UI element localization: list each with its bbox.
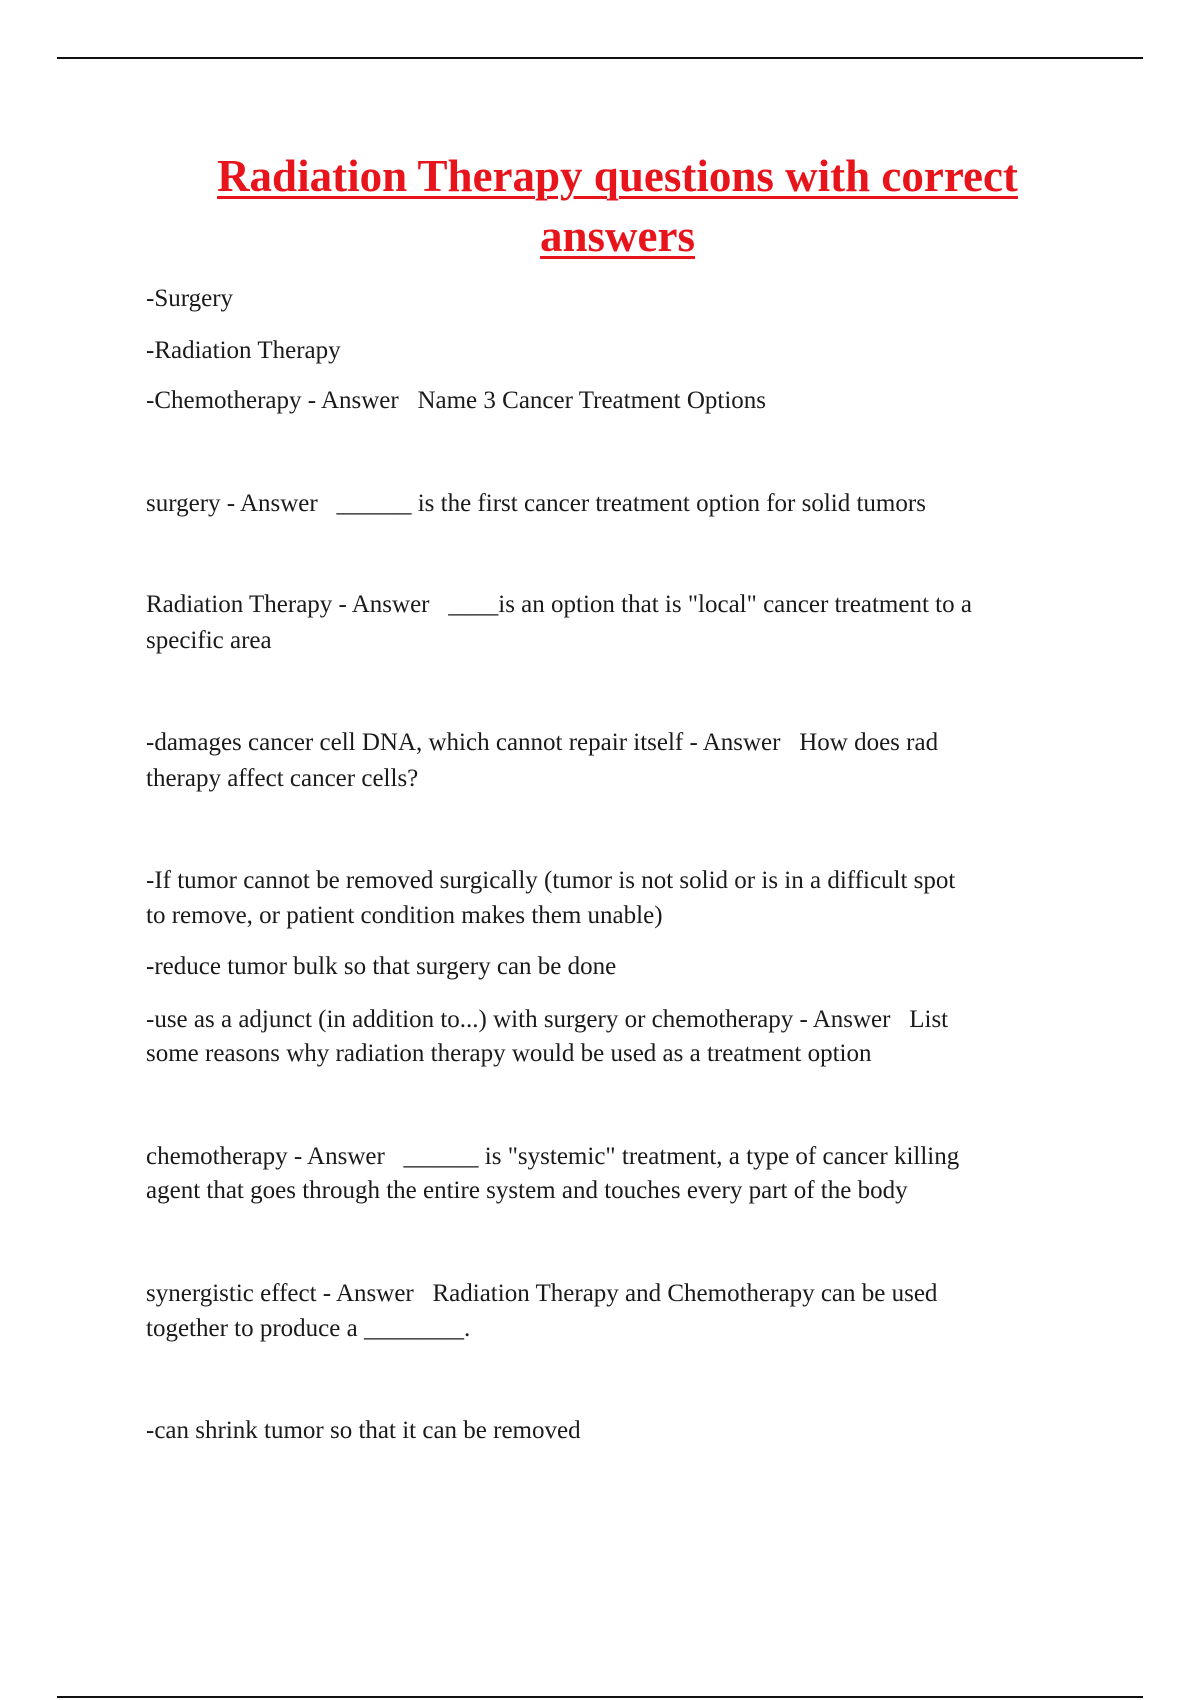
page-title-line-1: Radiation Therapy questions with correct bbox=[217, 151, 1018, 201]
page-title bbox=[130, 146, 1105, 266]
text-line: -use as a adjunct (in addition to...) with surgery or chemotherapy - Answer List bbox=[146, 1006, 949, 1033]
text-line: chemotherapy - Answer ______ is "systemic" treatment, a type of cancer killing bbox=[146, 1143, 960, 1170]
header-rule bbox=[57, 57, 1143, 59]
text-line: synergistic effect - Answer Radiation Therapy and Chemotherapy can be used bbox=[146, 1280, 938, 1307]
text-line: -Chemotherapy - Answer Name 3 Cancer Treatment Options bbox=[146, 387, 767, 414]
page-title-line-2: answers bbox=[540, 211, 695, 261]
text-line: agent that goes through the entire system and touches every part of the body bbox=[146, 1177, 908, 1204]
text-line: Radiation Therapy - Answer ____is an option that is "local" cancer treatment to a bbox=[146, 591, 972, 618]
text-line: -If tumor cannot be removed surgically (tumor is not solid or is in a difficult spot bbox=[146, 867, 956, 894]
text-line: surgery - Answer ______ is the first cancer treatment option for solid tumors bbox=[146, 490, 926, 517]
text-line: -damages cancer cell DNA, which cannot repair itself - Answer How does rad bbox=[146, 729, 939, 756]
text-line: -Surgery bbox=[146, 285, 234, 312]
text-line: -reduce tumor bulk so that surgery can be done bbox=[146, 953, 617, 980]
text-line: -Radiation Therapy bbox=[146, 337, 341, 364]
text-line: together to produce a ________. bbox=[146, 1315, 471, 1342]
text-line: to remove, or patient condition makes them unable) bbox=[146, 902, 663, 929]
text-line: -can shrink tumor so that it can be removed bbox=[146, 1417, 581, 1444]
text-line: some reasons why radiation therapy would be used as a treatment option bbox=[146, 1040, 872, 1067]
text-line: specific area bbox=[146, 627, 272, 654]
footer-rule bbox=[57, 1696, 1143, 1698]
text-line: therapy affect cancer cells? bbox=[146, 765, 419, 792]
